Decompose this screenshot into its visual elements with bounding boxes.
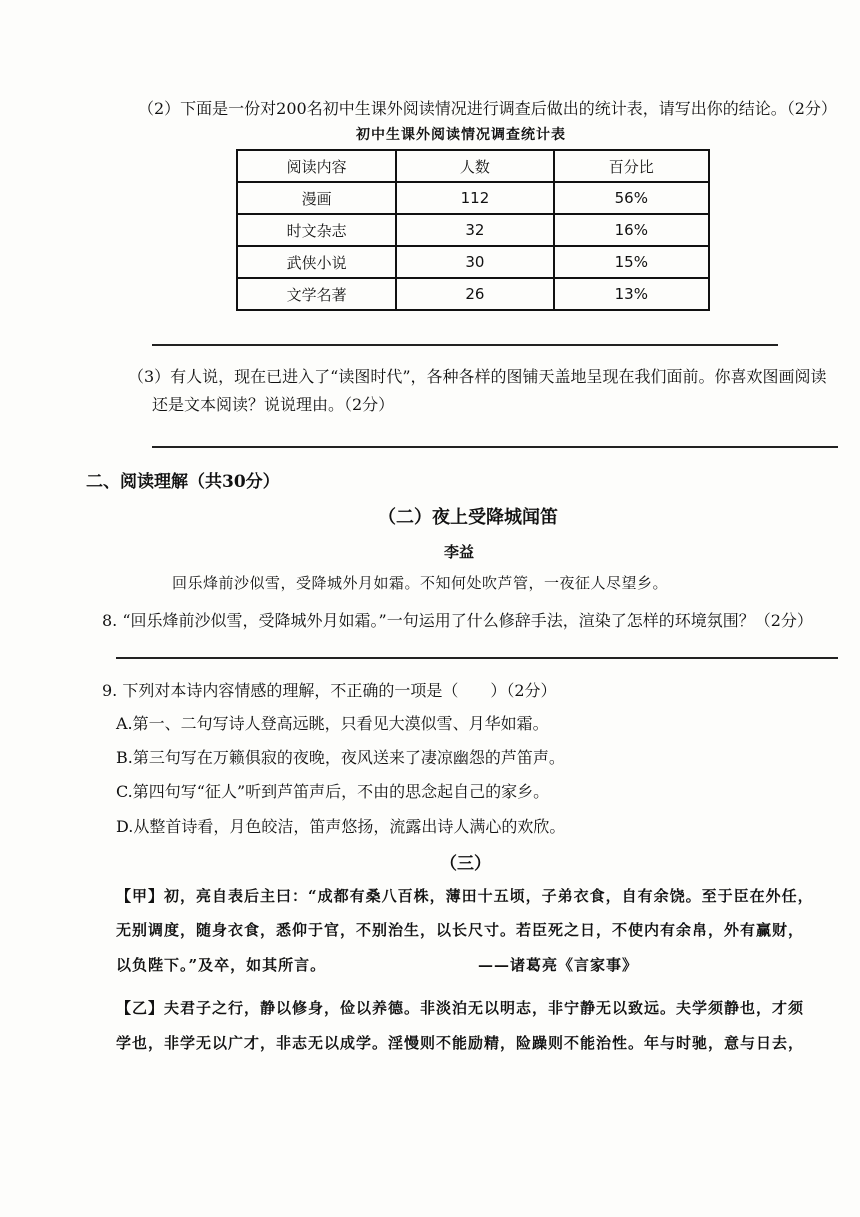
poem-text: 回乐烽前沙似雪，受降城外月如霜。不知何处吹芦管，一夜征人尽望乡。 [172, 574, 669, 592]
table-header-row [237, 150, 709, 182]
jia-line-2: 无别调度，随身衣食，悉仰于官，不别治生，以长尺寸。若臣死之日，不使内有余帛，外有赢财， [116, 921, 805, 939]
cell-count: 32 [396, 214, 553, 246]
jia-line-3: 以负陛下。”及卒，如其所言。 [116, 956, 327, 974]
cell-count: 26 [396, 278, 553, 310]
cell-content: 漫画 [237, 182, 396, 214]
header-count: 人数 [396, 150, 553, 182]
cell-percent: 13% [554, 278, 709, 310]
option-a[interactable]: A.第一、二句写诗人登高远眺，只看见大漠似雪、月华如霜。 [116, 714, 549, 733]
q2-prompt: （2）下面是一份对200名初中生课外阅读情况进行调查后做出的统计表，请写出你的结论。（2分） [138, 99, 837, 118]
header-percent: 百分比 [554, 150, 709, 182]
table-row [237, 246, 709, 278]
option-c[interactable]: C.第四句写“征人”听到芦笛声后，不由的思念起自己的家乡。 [116, 782, 550, 801]
cell-content: 武侠小说 [237, 246, 396, 278]
cell-count: 112 [396, 182, 553, 214]
jia-source: ——诸葛亮《言家事》 [478, 956, 639, 974]
q3-answer-line[interactable] [152, 446, 838, 448]
survey-table [236, 149, 710, 311]
cell-content: 文学名著 [237, 278, 396, 310]
cell-count: 30 [396, 246, 553, 278]
q2-answer-line[interactable] [152, 344, 778, 346]
header-content: 阅读内容 [237, 150, 396, 182]
option-b[interactable]: B.第三句写在万籁俱寂的夜晚，夜风送来了凄凉幽怨的芦笛声。 [116, 748, 565, 767]
option-d[interactable]: D.从整首诗看，月色皎洁，笛声悠扬，流露出诗人满心的欢欣。 [116, 817, 566, 836]
q8-prompt: 8. “回乐烽前沙似雪，受降城外月如霜。”一句运用了什么修辞手法，渲染了怎样的环境氛围？（2分） [102, 611, 813, 630]
section-heading: 二、阅读理解（共30分） [86, 472, 280, 492]
cell-percent: 56% [554, 182, 709, 214]
table-row [237, 278, 709, 310]
q3-line2: 还是文本阅读？说说理由。（2分） [152, 395, 395, 414]
poem-author: 李益 [444, 543, 475, 561]
q3-line1: （3）有人说，现在已进入了“读图时代”，各种各样的图铺天盖地呈现在我们面前。你喜欢图画阅读 [128, 367, 827, 386]
cell-percent: 16% [554, 214, 709, 246]
q9-prompt: 9. 下列对本诗内容情感的理解，不正确的一项是（ ）（2分） [102, 681, 557, 700]
table-row [237, 182, 709, 214]
yi-line-2: 学也，非学无以广才，非志无以成学。淫慢则不能励精，险躁则不能治性。年与时驰，意与日去， [116, 1034, 805, 1052]
part3-title: （三） [440, 854, 491, 874]
cell-percent: 15% [554, 246, 709, 278]
table-title: 初中生课外阅读情况调查统计表 [356, 127, 566, 143]
q8-answer-line[interactable] [116, 657, 838, 659]
yi-line-1: 【乙】夫君子之行，静以修身，俭以养德。非淡泊无以明志，非宁静无以致远。夫学须静也，才须 [116, 999, 805, 1017]
poem-title: （二）夜上受降城闻笛 [378, 507, 558, 528]
table-row [237, 214, 709, 246]
cell-content: 时文杂志 [237, 214, 396, 246]
jia-line-1: 【甲】初，亮自表后主曰：“成都有桑八百株，薄田十五顷，子弟衣食，自有余饶。至于臣在外任， [116, 887, 814, 905]
